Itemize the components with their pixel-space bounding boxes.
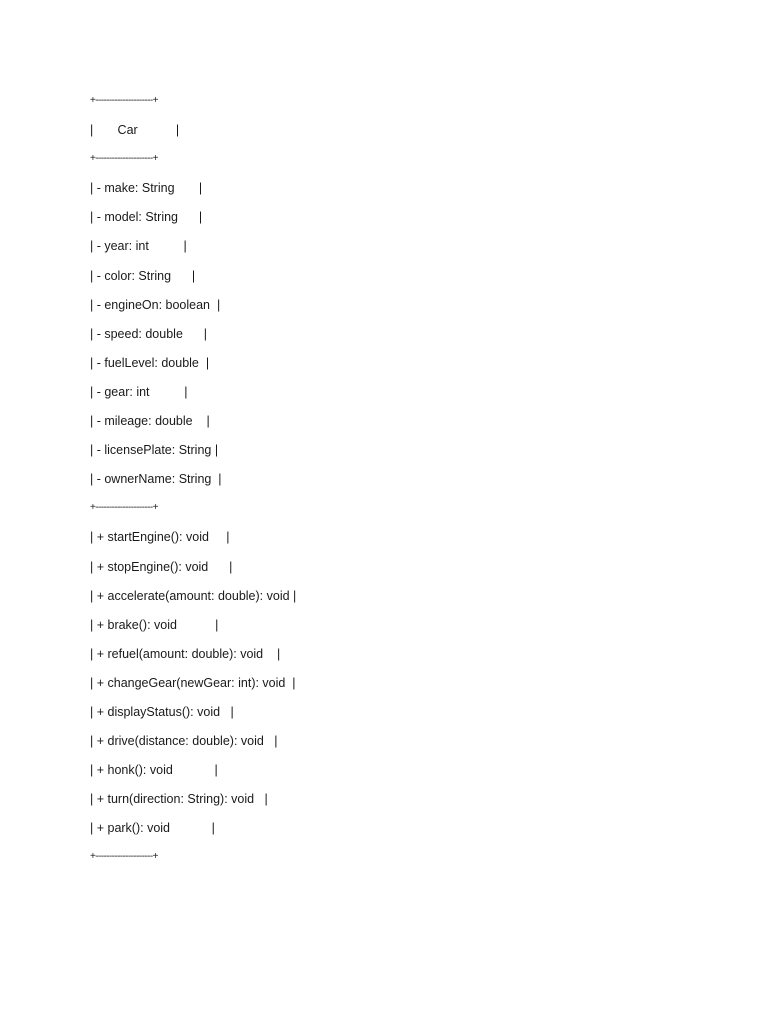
attribute-line: | - ownerName: String | xyxy=(90,472,222,487)
method-line: | + park(): void | xyxy=(90,821,215,836)
uml-class-text-block xyxy=(90,91,296,877)
method-line: | + drive(distance: double): void | xyxy=(90,734,278,749)
box-border-line: +---------------------+ xyxy=(90,153,158,165)
box-border-line: +---------------------+ xyxy=(90,502,158,514)
attribute-line: | - make: String | xyxy=(90,181,203,196)
attribute-line: | - fuelLevel: double | xyxy=(90,355,210,370)
method-line: | + accelerate(amount: double): void | xyxy=(90,588,297,603)
attribute-line: | - color: String | xyxy=(90,268,196,283)
attribute-line: | - year: int | xyxy=(90,239,187,254)
class-name-line: | Car | xyxy=(90,123,180,138)
attribute-line: | - engineOn: boolean | xyxy=(90,297,221,312)
method-line: | + refuel(amount: double): void | xyxy=(90,646,281,661)
attribute-line: | - speed: double | xyxy=(90,326,207,341)
attribute-line: | - model: String | xyxy=(90,210,203,225)
box-border-line: +---------------------+ xyxy=(90,95,158,106)
box-border-line: +---------------------+ xyxy=(90,851,158,863)
attribute-line: | - mileage: double | xyxy=(90,414,210,429)
method-line: | + honk(): void | xyxy=(90,763,218,778)
attribute-line: | - licensePlate: String | xyxy=(90,443,219,458)
method-line: | + brake(): void | xyxy=(90,617,219,632)
method-line: | + turn(direction: String): void | xyxy=(90,792,268,807)
attribute-line: | - gear: int | xyxy=(90,384,188,399)
method-line: | + stopEngine(): void | xyxy=(90,559,233,574)
method-line: | + changeGear(newGear: int): void | xyxy=(90,675,296,690)
method-line: | + startEngine(): void | xyxy=(90,530,230,545)
method-line: | + displayStatus(): void | xyxy=(90,704,234,719)
